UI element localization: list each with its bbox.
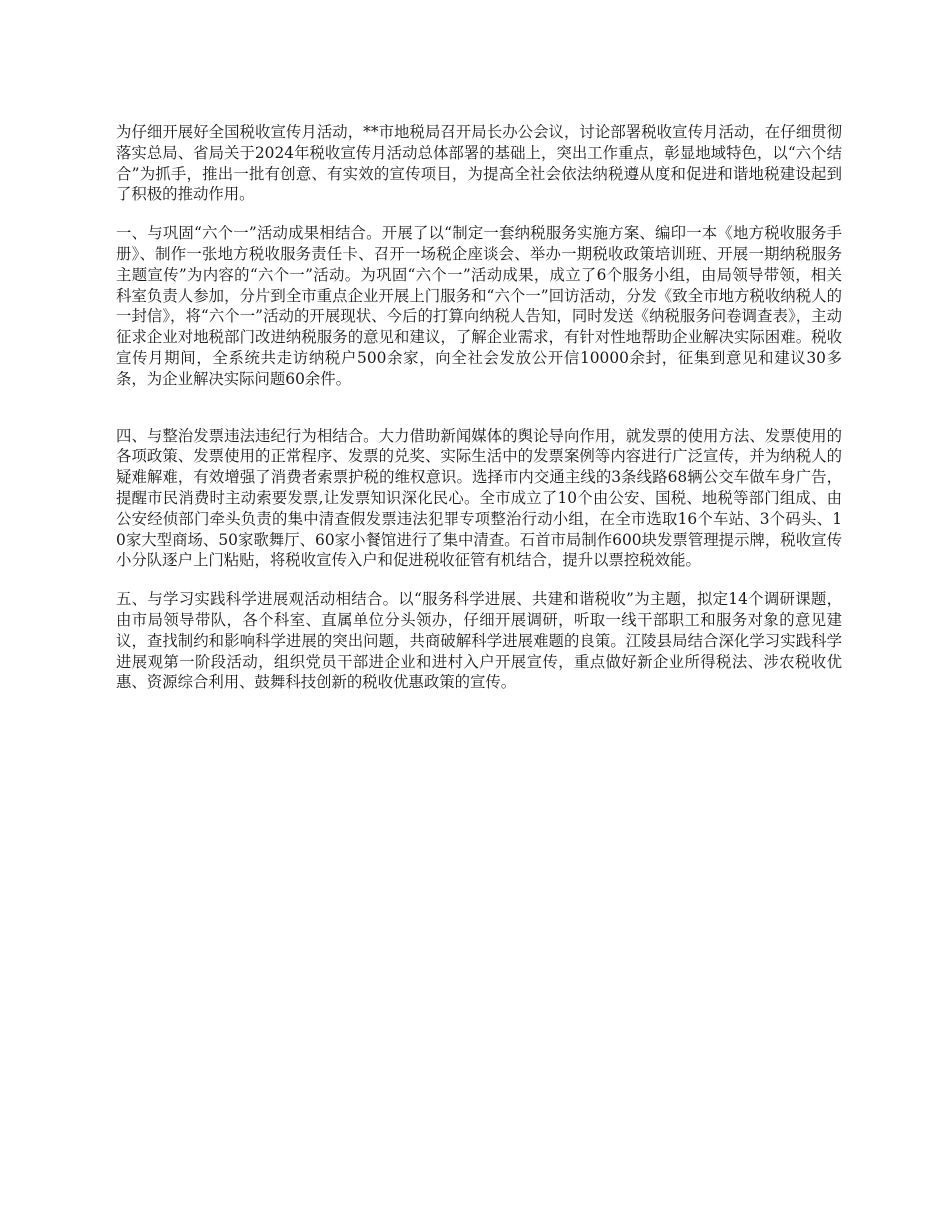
- paragraph-spacer: [116, 390, 842, 426]
- paragraph-spacer: [116, 571, 842, 589]
- paragraph-spacer: [116, 205, 842, 223]
- paragraph-section-four: 四、与整治发票违法违纪行为相结合。大力借助新闻媒体的舆论导向作用，就发票的使用方法、发票使用的各项政策、发票使用的正常程序、发票的兑奖、实际生活中的发票案例等内容进行广泛宣传，并为纳税人的疑难解难，有效增强了消费者索票护税的维权意识。选择市内交通主线的3条线路68辆公交车做车身广告，提醒市民消费时主动索要发票,让发票知识深化民心。全市成立了10个由公安、国税、地税等部门组成、由公安经侦部门牵头负责的集中清查假发票违法犯罪专项整治行动小组，在全市选取16个车站、3个码头、10家大型商场、50家歌舞厅、60家小餐馆进行了集中清查。石首市局制作600块发票管理提示牌，税收宣传小分队逐户上门粘贴，将税收宣传入户和促进税收征管有机结合，提升以票控税效能。: [116, 426, 842, 570]
- paragraph-intro: 为仔细开展好全国税收宣传月活动，**市地税局召开局长办公会议，讨论部署税收宣传月活动，在仔细贯彻落实总局、省局关于2024年税收宣传月活动总体部署的基础上，突出工作重点，彰显地域特色，以“六个结合”为抓手，推出一批有创意、有实效的宣传项目，为提高全社会依法纳税遵从度和促进和谐地税建设起到了积极的推动作用。: [116, 123, 842, 204]
- paragraph-section-five: 五、与学习实践科学进展观活动相结合。以“服务科学进展、共建和谐税收”为主题，拟定14个调研课题，由市局领导带队，各个科室、直属单位分头领办，仔细开展调研，听取一线干部职工和服务对象的意见建议，查找制约和影响科学进展的突出问题，共商破解科学进展难题的良策。江陵县局结合深化学习实践科学进展观第一阶段活动，组织党员干部进企业和进村入户开展宣传，重点做好新企业所得税法、涉农税收优惠、资源综合利用、鼓舞科技创新的税收优惠政策的宣传。: [116, 590, 842, 692]
- document-body: [116, 122, 842, 693]
- paragraph-section-one: 一、与巩固“六个一”活动成果相结合。开展了以“制定一套纳税服务实施方案、编印一本《地方税收服务手册》、制作一张地方税收服务责任卡、召开一场税企座谈会、举办一期税收政策培训班、开展一期纳税服务主题宣传”为内容的“六个一”活动。为巩固“六个一”活动成果，成立了6个服务小组，由局领导带领，相关科室负责人参加，分片到全市重点企业开展上门服务和“六个一”回访活动，分发《致全市地方税收纳税人的一封信》，将“六个一”活动的开展现状、今后的打算向纳税人告知，同时发送《纳税服务问卷调查表》，主动征求企业对地税部门改进纳税服务的意见和建议，了解企业需求，有针对性地帮助企业解决实际困难。税收宣传月期间，全系统共走访纳税户500余家，向全社会发放公开信10000余封，征集到意见和建议30多条，为企业解决实际问题60余件。: [116, 224, 842, 388]
